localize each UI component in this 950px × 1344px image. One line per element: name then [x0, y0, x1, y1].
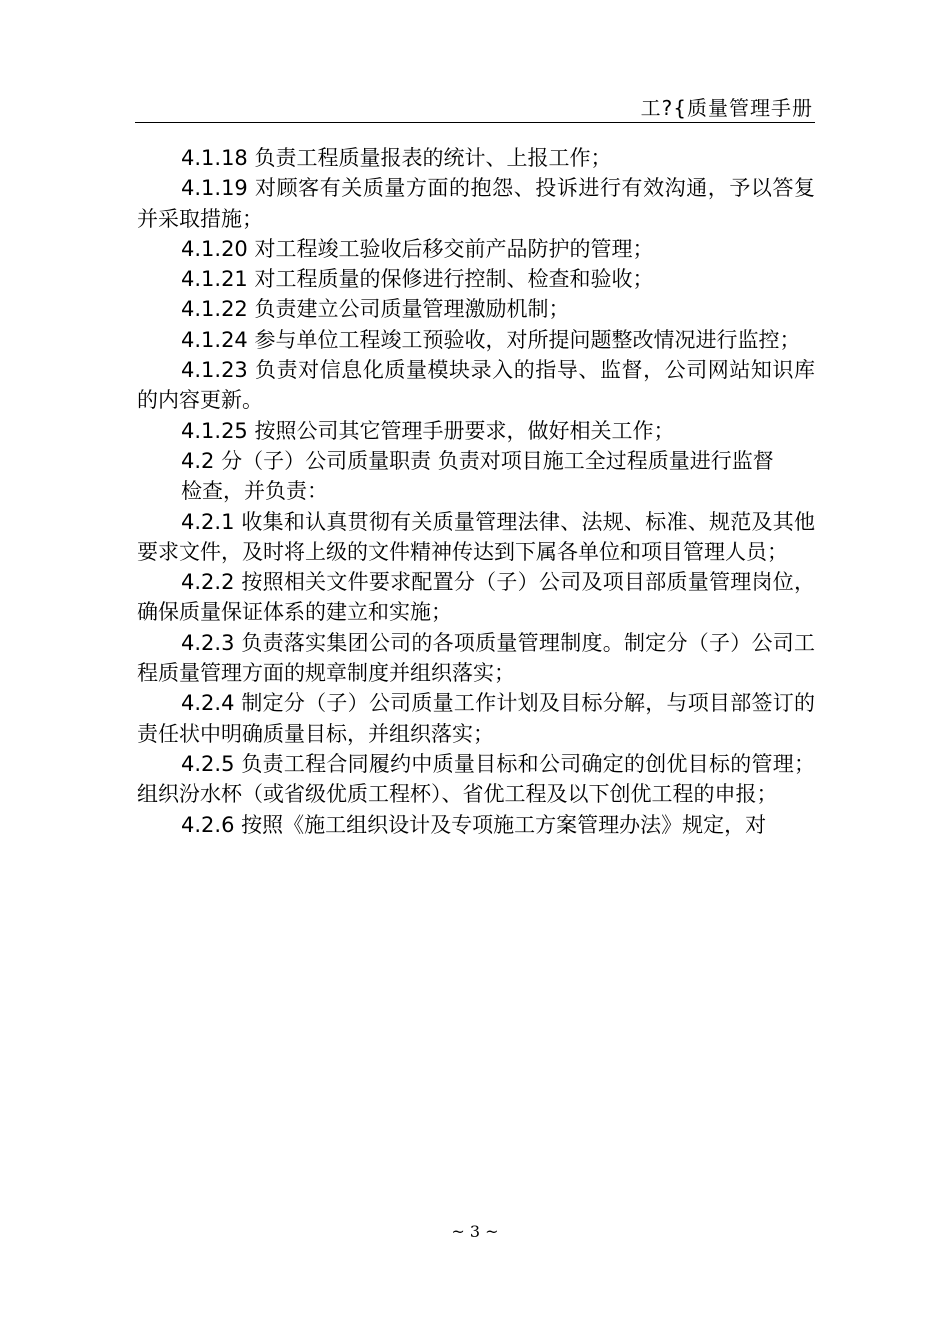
page-header — [135, 88, 815, 123]
paragraph-4-1-22: 4.1.22 负责建立公司质量管理激励机制； — [181, 297, 570, 322]
paragraph-4-1-24: 4.1.24 参与单位工程竣工预验收，对所提问题整改情况进行监控； — [181, 327, 801, 352]
page-number: ~ 3 ~ — [451, 1222, 499, 1241]
document-body — [137, 143, 815, 840]
paragraph-4-2-4: 4.2.4 制定分（子）公司质量工作计划及目标分解，与项目部签订的责任状中明确质量目标，并组织落实； — [137, 691, 815, 746]
paragraph-4-1-25: 4.1.25 按照公司其它管理手册要求，做好相关工作； — [181, 418, 675, 443]
paragraph-4-2-1: 4.2.1 收集和认真贯彻有关质量管理法律、法规、标准、规范及其他要求文件，及时将上级的文件精神传达到下属各单位和项目管理人员； — [137, 509, 815, 564]
paragraph-4-2-5: 4.2.5 负责工程合同履约中质量目标和公司确定的创优目标的管理；组织汾水杯（或省级优质工程杯）、省优工程及以下创优工程的申报； — [137, 751, 815, 807]
section-heading-4-2-continued: 检查，并负责： — [181, 479, 328, 504]
section-heading-4-2: 4.2 分（子）公司质量职责 负责对项目施工全过程质量进行监督 — [181, 448, 774, 473]
paragraph-4-1-20: 4.1.20 对工程竣工验收后移交前产品防护的管理； — [181, 236, 654, 261]
paragraph-4-2-6: 4.2.6 按照《施工组织设计及专项施工方案管理办法》规定，对 — [181, 812, 767, 837]
paragraph-4-1-18: 4.1.18 负责工程质量报表的统计、上报工作； — [181, 146, 612, 170]
paragraph-4-1-23: 4.1.23 负责对信息化质量模块录入的指导、监督，公司网站知识库的内容更新。 — [137, 358, 815, 413]
paragraph-4-2-3: 4.2.3 负责落实集团公司的各项质量管理制度。制定分（子）公司工程质量管理方面的规章制度并组织落实； — [137, 630, 815, 686]
header-title: 工?{质量管理手册 — [640, 96, 813, 120]
paragraph-4-1-21: 4.1.21 对工程质量的保修进行控制、检查和验收； — [181, 267, 654, 292]
paragraph-4-2-2: 4.2.2 按照相关文件要求配置分（子）公司及项目部质量管理岗位，确保质量保证体系的建立和实施； — [137, 570, 815, 625]
paragraph-4-1-19: 4.1.19 对顾客有关质量方面的抱怨、投诉进行有效沟通，予以答复并采取措施； — [137, 176, 815, 231]
